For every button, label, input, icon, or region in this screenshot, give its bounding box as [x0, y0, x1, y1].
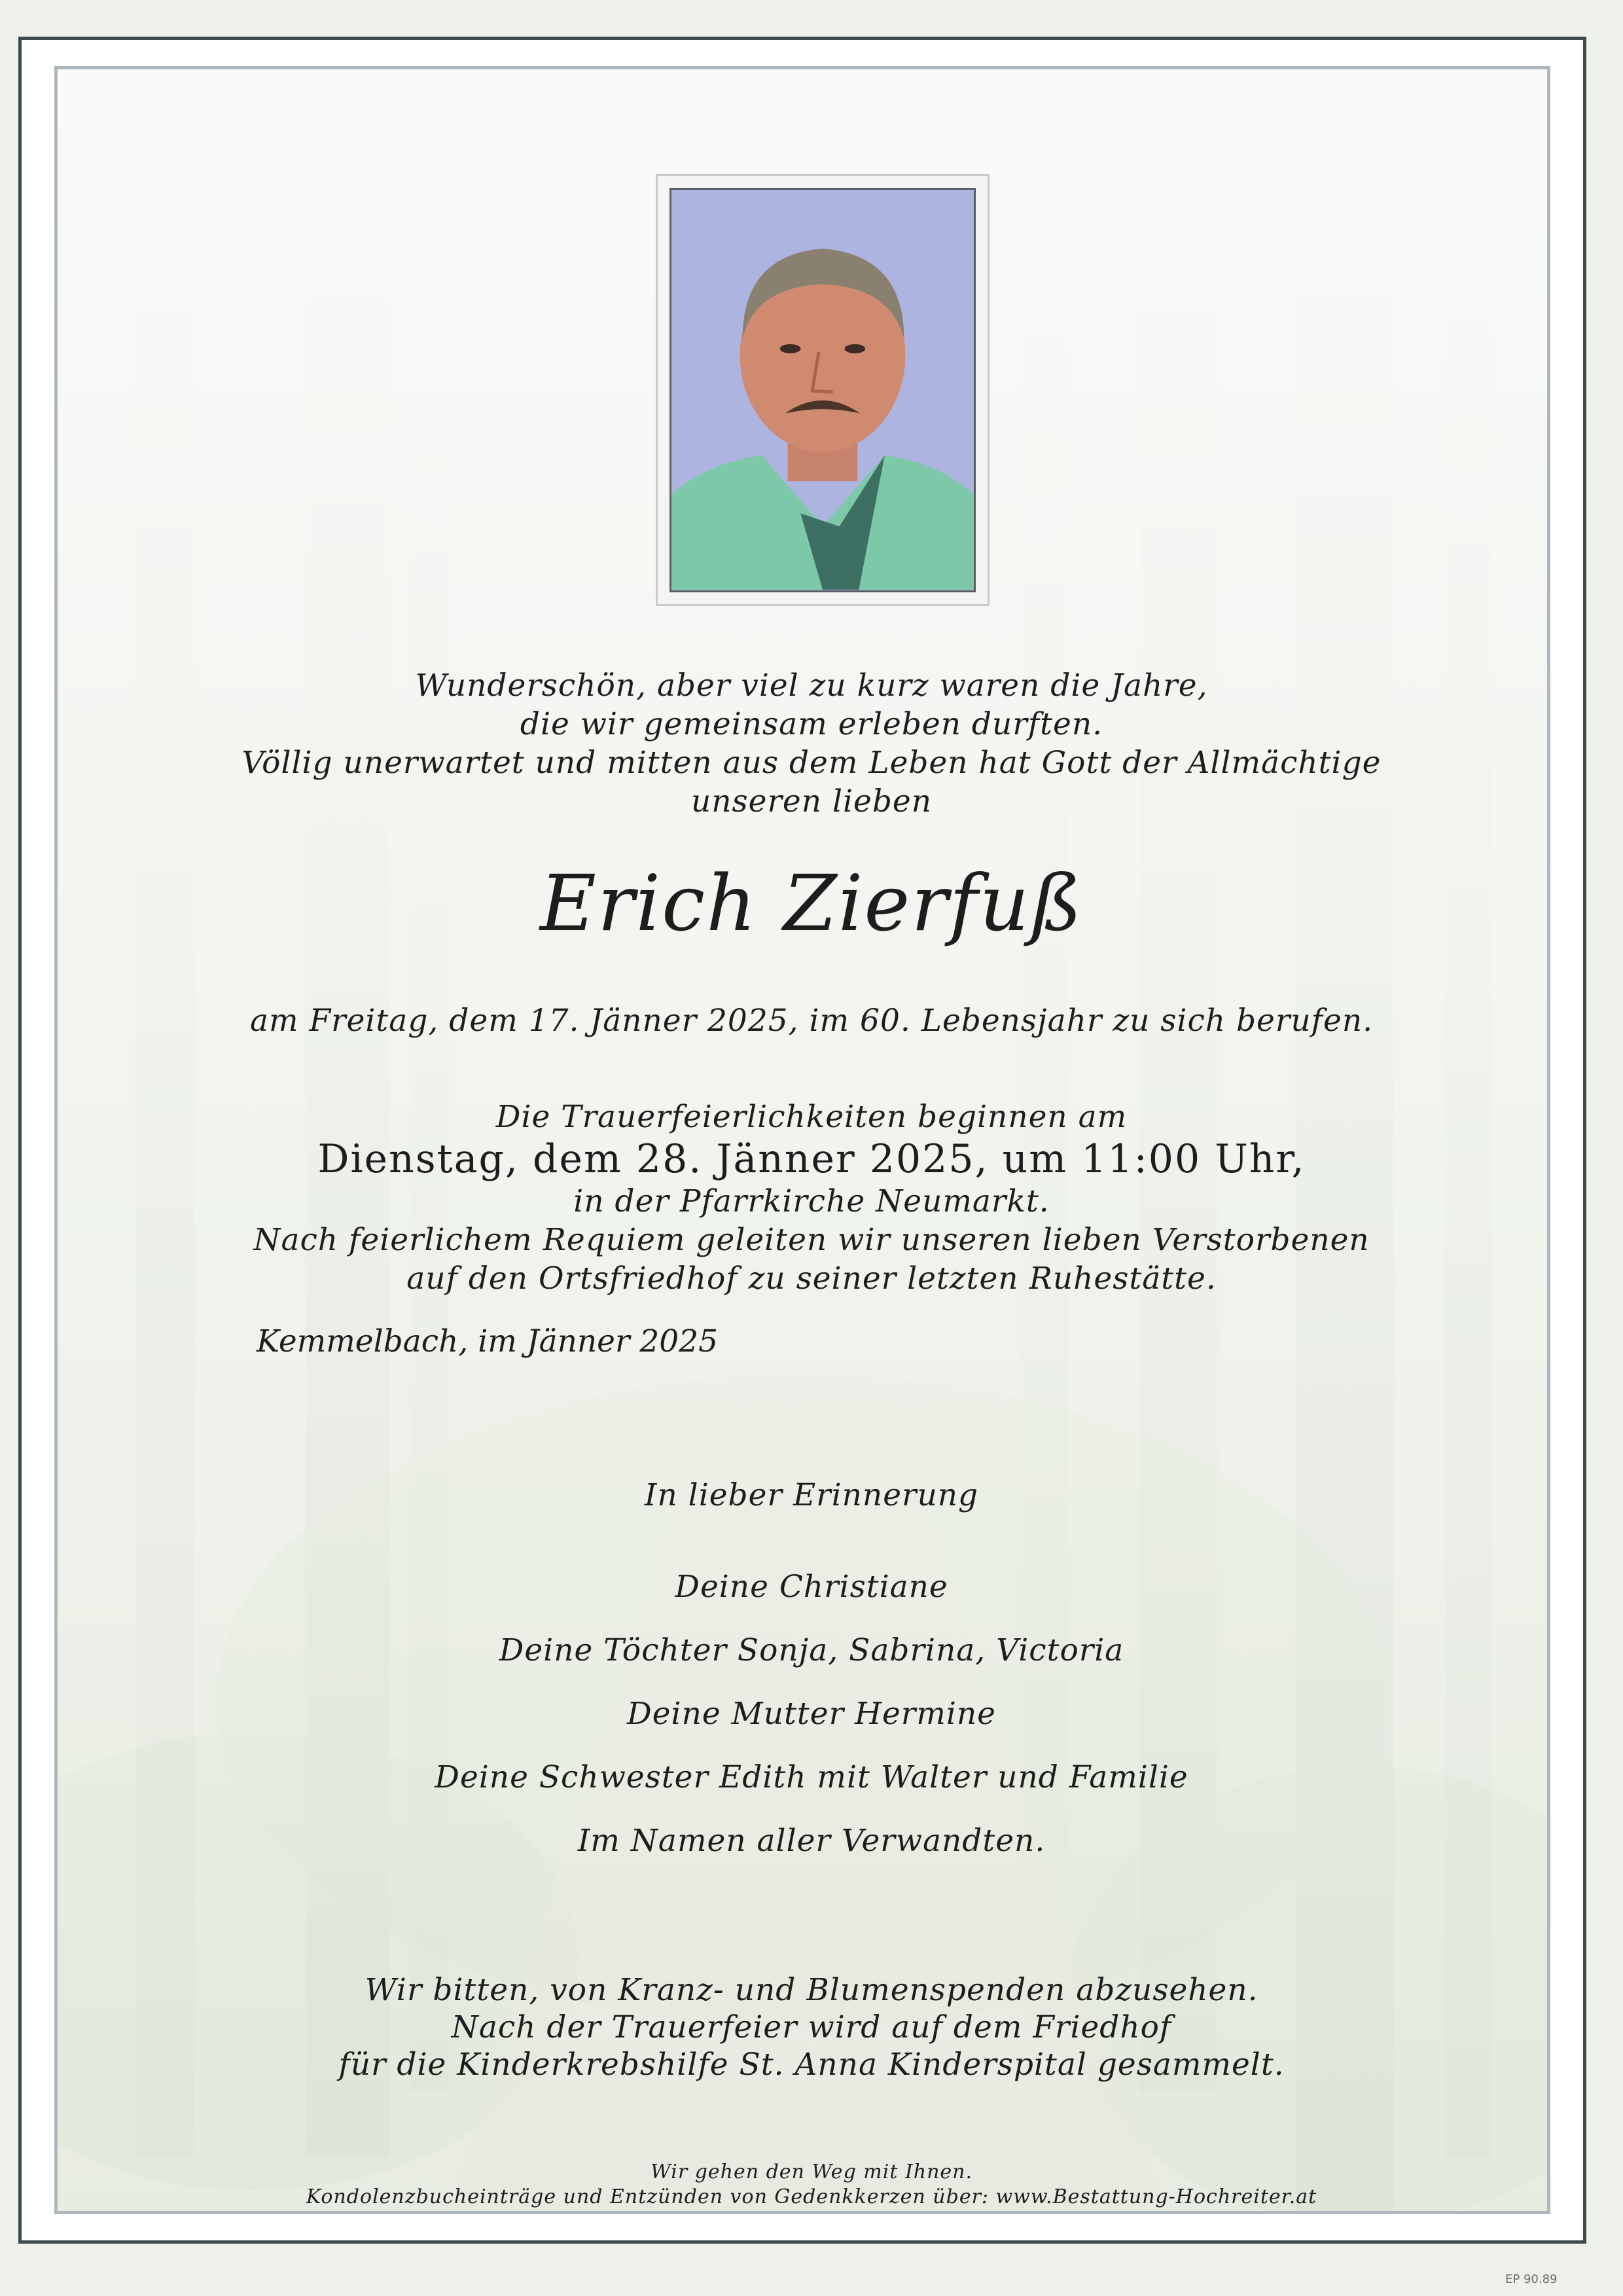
intro-line: unseren lieben — [690, 783, 932, 819]
funeral-date-time: Dienstag, dem 28. Jänner 2025, um 11:00 Uhr, — [317, 1136, 1306, 1182]
intro-line: Wunderschön, aber viel zu kurz waren die Jahre, — [415, 668, 1208, 704]
mourner-line: Deine Töchter Sonja, Sabrina, Victoria — [499, 1632, 1124, 1668]
mourner-line: Deine Mutter Hermine — [627, 1696, 996, 1732]
footer — [0, 2160, 1623, 2210]
portrait-mount — [656, 174, 990, 606]
request-line: für die Kinderkrebshilfe St. Anna Kinderspital gesammelt. — [338, 2047, 1285, 2083]
funeral-line: auf den Ortsfriedhof zu seiner letzten Ruhestätte. — [406, 1261, 1217, 1297]
portrait-image — [671, 190, 974, 590]
funeral-details — [0, 1098, 1623, 1298]
mourner-line: Deine Christiane — [675, 1569, 948, 1605]
intro-text — [0, 666, 1623, 821]
donation-request — [0, 1971, 1623, 2083]
mourner-line: Im Namen aller Verwandten. — [577, 1823, 1046, 1859]
mourners-list — [0, 1568, 1623, 1885]
right-eye — [845, 344, 866, 353]
intro-line: Völlig unerwartet und mitten aus dem Leben hat Gott der Allmächtige — [241, 745, 1382, 781]
funeral-line: Die Trauerfeierlichkeiten beginnen am — [495, 1099, 1128, 1135]
mourner-line: Deine Schwester Edith mit Walter und Familie — [435, 1759, 1188, 1795]
request-line: Nach der Trauerfeier wird auf dem Friedhof — [451, 2009, 1172, 2045]
intro-line: die wir gemeinsam erleben durften. — [520, 706, 1103, 742]
remembrance-heading: In lieber Erinnerung — [644, 1477, 979, 1513]
request-line: Wir bitten, von Kranz- und Blumenspenden abzusehen. — [365, 1972, 1258, 2008]
footer-line: Kondolenzbucheinträge und Entzünden von Gedenkkerzen über: www.Bestattung-Hochreiter.at — [306, 2185, 1317, 2208]
footer-line: Wir gehen den Weg mit Ihnen. — [650, 2161, 973, 2183]
portrait-photo — [669, 188, 976, 592]
place-date: Kemmelbach, im Jänner 2025 — [257, 1323, 718, 1359]
funeral-line: Nach feierlichem Requiem geleiten wir unseren lieben Verstorbenen — [253, 1222, 1370, 1258]
funeral-line: in der Pfarrkirche Neumarkt. — [573, 1183, 1050, 1219]
left-eye — [780, 344, 801, 353]
document-code: EP 90.89 — [1505, 2272, 1558, 2286]
death-line: am Freitag, dem 17. Jänner 2025, im 60. Lebensjahr zu sich berufen. — [249, 1003, 1374, 1039]
deceased-name: Erich Zierfuß — [539, 858, 1084, 948]
